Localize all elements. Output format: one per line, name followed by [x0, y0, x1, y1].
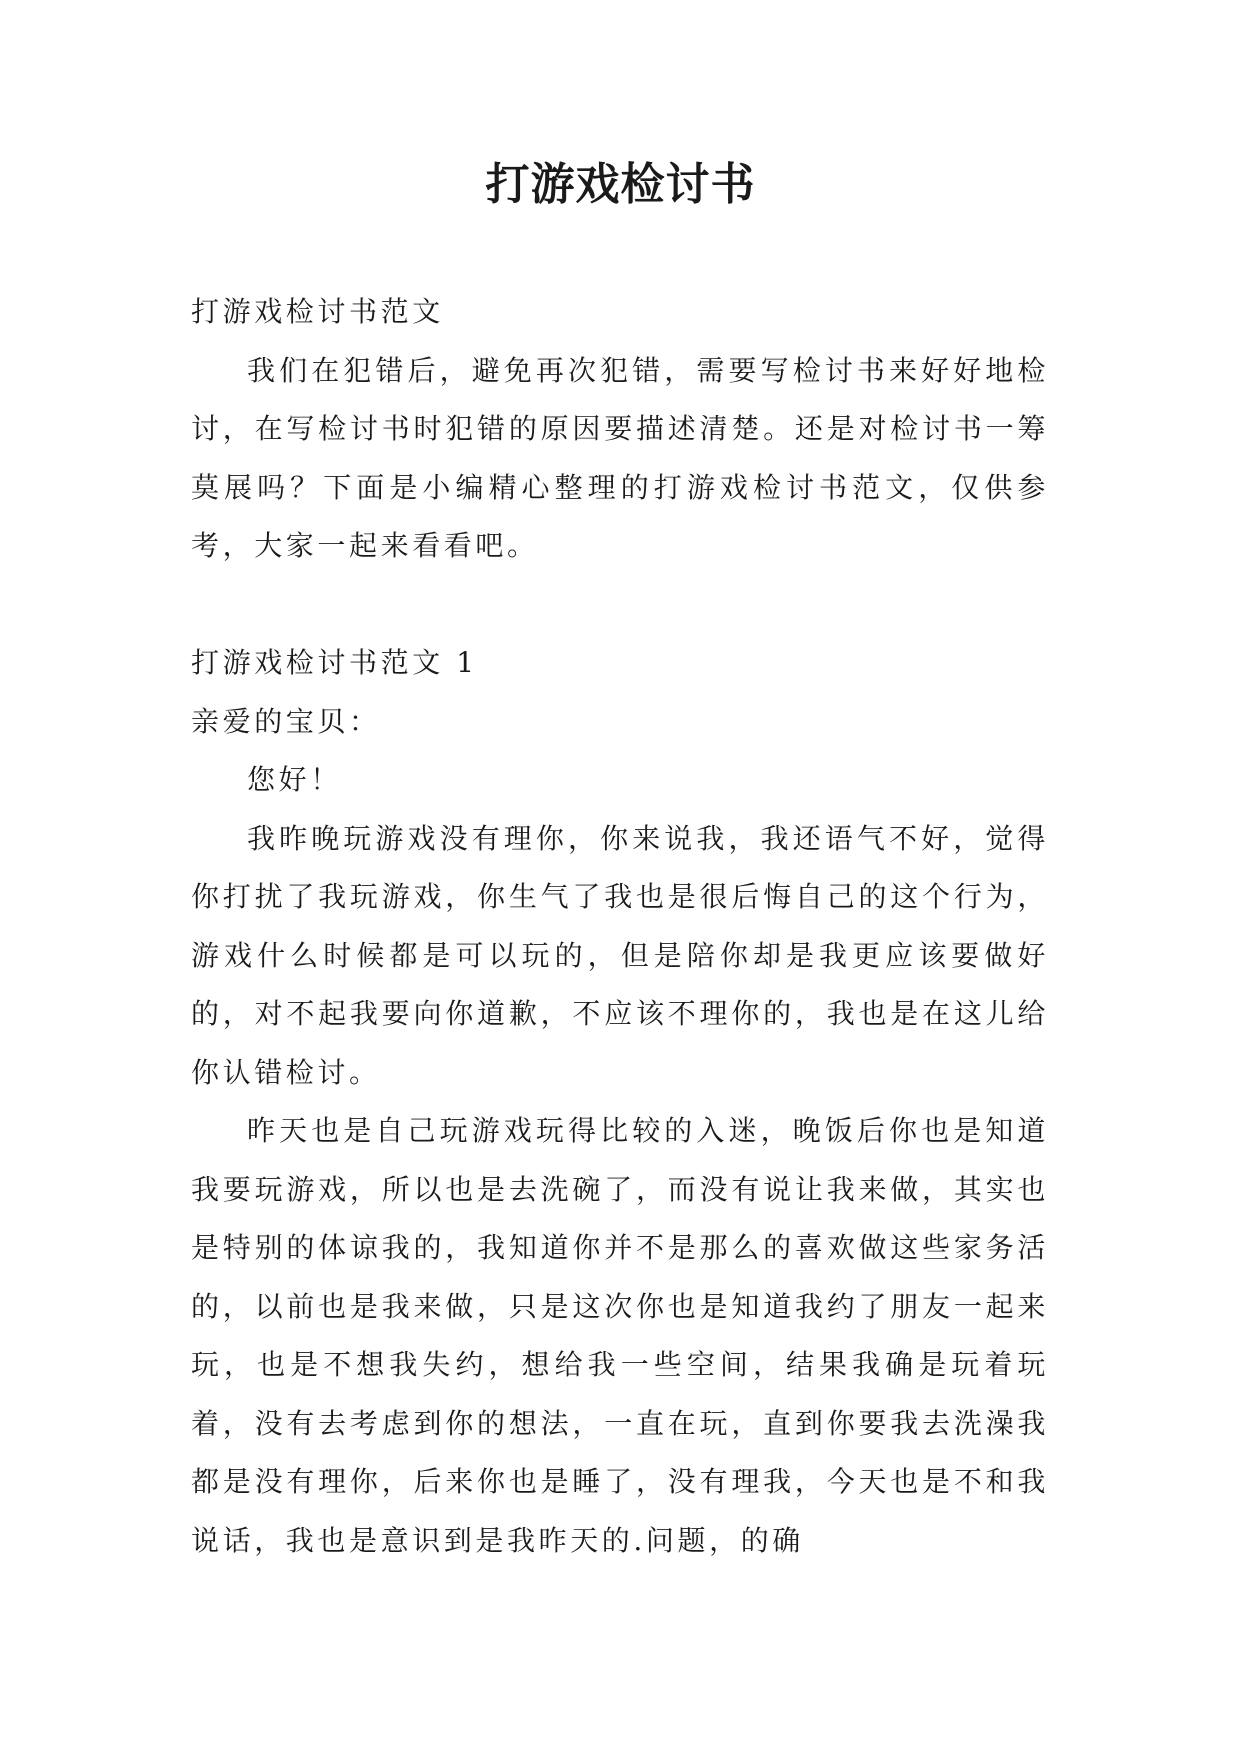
intro-paragraph: 我们在犯错后，避免再次犯错，需要写检讨书来好好地检讨，在写检讨书时犯错的原因要描述清楚。还是对检讨书一筹莫展吗？下面是小编精心整理的打游戏检讨书范文，仅供参考，大家一起来看看吧。	[191, 353, 1049, 562]
intro-heading: 打游戏检讨书范文	[191, 295, 444, 328]
sample-heading: 打游戏检讨书范文 1	[191, 646, 478, 679]
body-paragraph-1: 我昨晚玩游戏没有理你，你来说我，我还语气不好，觉得你打扰了我玩游戏，你生气了我也是很后悔自己的这个行为，游戏什么时候都是可以玩的，但是陪你却是我更应该要做好的，对不起我要向你道歉，不应该不理你的，我也是在这儿给你认错检讨。	[191, 821, 1049, 1089]
greeting: 您好！	[247, 763, 342, 796]
document-title: 打游戏检讨书	[485, 159, 756, 210]
document-body	[191, 283, 1049, 1570]
salutation: 亲爱的宝贝：	[191, 704, 381, 738]
section-spacer	[191, 576, 1049, 635]
body-paragraph-2: 昨天也是自己玩游戏玩得比较的入迷，晚饭后你也是知道我要玩游戏，所以也是去洗碗了，而没有说让我来做，其实也是特别的体谅我的，我知道你并不是那么的喜欢做这些家务活的，以前也是我来做，只是这次你也是知道我约了朋友一起来玩，也是不想我失约，想给我一些空间，结果我确是玩着玩着，没有去考虑到你的想法，一直在玩，直到你要我去洗澡我都是没有理你，后来你也是睡了，没有理我，今天也是不和我说话，我也是意识到是我昨天的.问题，的确	[191, 1114, 1049, 1557]
